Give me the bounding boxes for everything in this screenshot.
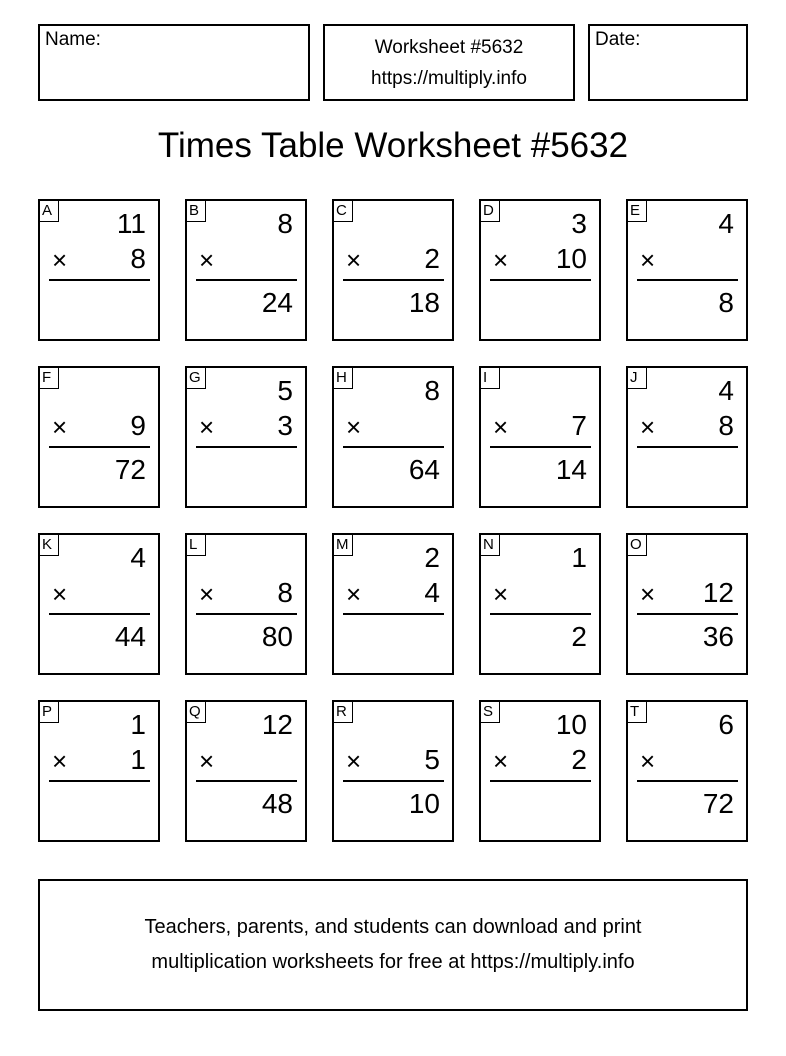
footer-text-line-2: multiplication worksheets for free at https://multiply.info bbox=[151, 951, 635, 973]
top-factor[interactable]: 2 bbox=[424, 542, 440, 573]
top-factor[interactable]: 12 bbox=[261, 709, 293, 740]
problem-letter-label: P bbox=[39, 701, 59, 723]
product-line bbox=[490, 613, 591, 615]
top-factor[interactable]: 3 bbox=[571, 208, 587, 239]
product-line bbox=[343, 446, 444, 448]
multiply-sign: × bbox=[493, 245, 509, 275]
problem-card[interactable] bbox=[38, 199, 160, 341]
bottom-factor[interactable]: 3 bbox=[277, 410, 293, 441]
problem-letter-label: G bbox=[186, 367, 206, 389]
problem-card[interactable] bbox=[479, 199, 601, 341]
multiply-sign: × bbox=[640, 245, 656, 275]
answer[interactable]: 48 bbox=[261, 788, 293, 819]
top-factor[interactable]: 1 bbox=[130, 709, 146, 740]
multiply-sign: × bbox=[52, 579, 68, 609]
multiply-sign: × bbox=[493, 579, 509, 609]
answer[interactable]: 80 bbox=[261, 621, 293, 652]
problem-letter-label: F bbox=[39, 367, 59, 389]
worksheet-info-box bbox=[323, 24, 575, 101]
footer-text-line-1: Teachers, parents, and students can download and print bbox=[144, 916, 642, 938]
top-factor[interactable]: 4 bbox=[130, 542, 146, 573]
multiply-sign: × bbox=[346, 412, 362, 442]
multiply-sign: × bbox=[640, 746, 656, 776]
product-line bbox=[49, 446, 150, 448]
product-line bbox=[343, 613, 444, 615]
problem-card[interactable] bbox=[185, 533, 307, 675]
problem-letter-label: D bbox=[480, 200, 500, 222]
multiply-sign: × bbox=[52, 412, 68, 442]
product-line bbox=[490, 780, 591, 782]
multiply-sign: × bbox=[199, 245, 215, 275]
problem-letter-label: T bbox=[627, 701, 647, 723]
problem-card[interactable] bbox=[332, 533, 454, 675]
worksheet-url: https://multiply.info bbox=[371, 68, 527, 89]
product-line bbox=[196, 279, 297, 281]
problem-letter-label: O bbox=[627, 534, 647, 556]
multiply-sign: × bbox=[346, 579, 362, 609]
problem-letter-label: B bbox=[186, 200, 206, 222]
problem-card[interactable] bbox=[479, 533, 601, 675]
multiply-sign: × bbox=[346, 746, 362, 776]
problem-letter-label: N bbox=[480, 534, 500, 556]
bottom-factor[interactable]: 8 bbox=[718, 410, 734, 441]
problem-card[interactable] bbox=[185, 199, 307, 341]
problem-card[interactable] bbox=[626, 533, 748, 675]
multiply-sign: × bbox=[199, 579, 215, 609]
top-factor[interactable]: 6 bbox=[718, 709, 734, 740]
worksheet-number: Worksheet #5632 bbox=[374, 37, 524, 58]
product-line bbox=[49, 780, 150, 782]
answer[interactable]: 36 bbox=[702, 621, 734, 652]
multiply-sign: × bbox=[52, 245, 68, 275]
problem-card[interactable] bbox=[38, 533, 160, 675]
date-label: Date: bbox=[595, 29, 641, 50]
product-line bbox=[490, 446, 591, 448]
problem-card[interactable] bbox=[479, 366, 601, 508]
bottom-factor[interactable]: 8 bbox=[130, 243, 146, 274]
product-line bbox=[196, 446, 297, 448]
bottom-factor[interactable]: 10 bbox=[555, 243, 587, 274]
product-line bbox=[637, 446, 738, 448]
bottom-factor[interactable]: 7 bbox=[571, 410, 587, 441]
top-factor[interactable]: 4 bbox=[718, 375, 734, 406]
multiply-sign: × bbox=[199, 412, 215, 442]
product-line bbox=[490, 279, 591, 281]
problem-card[interactable] bbox=[332, 199, 454, 341]
product-line bbox=[49, 613, 150, 615]
problem-letter-label: K bbox=[39, 534, 59, 556]
product-line bbox=[196, 613, 297, 615]
date-field-box[interactable] bbox=[588, 24, 748, 101]
bottom-factor[interactable]: 2 bbox=[571, 744, 587, 775]
problem-card[interactable] bbox=[626, 700, 748, 842]
answer[interactable]: 64 bbox=[408, 454, 440, 485]
name-label: Name: bbox=[45, 29, 101, 50]
top-factor[interactable]: 8 bbox=[277, 208, 293, 239]
bottom-factor[interactable]: 1 bbox=[130, 744, 146, 775]
problem-letter-label: H bbox=[333, 367, 353, 389]
top-factor[interactable]: 5 bbox=[277, 375, 293, 406]
problem-letter-label: L bbox=[186, 534, 206, 556]
product-line bbox=[343, 780, 444, 782]
bottom-factor[interactable]: 5 bbox=[424, 744, 440, 775]
top-factor[interactable]: 8 bbox=[424, 375, 440, 406]
problem-letter-label: R bbox=[333, 701, 353, 723]
product-line bbox=[637, 780, 738, 782]
answer[interactable]: 2 bbox=[571, 621, 587, 652]
multiply-sign: × bbox=[199, 746, 215, 776]
answer[interactable]: 72 bbox=[702, 788, 734, 819]
problem-card[interactable] bbox=[38, 700, 160, 842]
problem-letter-label: I bbox=[480, 367, 500, 389]
problem-letter-label: J bbox=[627, 367, 647, 389]
bottom-factor[interactable]: 8 bbox=[277, 577, 293, 608]
bottom-factor[interactable]: 2 bbox=[424, 243, 440, 274]
top-factor[interactable]: 11 bbox=[116, 208, 146, 239]
problem-card[interactable] bbox=[626, 366, 748, 508]
footer-box bbox=[38, 879, 748, 1011]
product-line bbox=[637, 279, 738, 281]
answer[interactable]: 10 bbox=[408, 788, 440, 819]
multiply-sign: × bbox=[493, 412, 509, 442]
answer[interactable]: 24 bbox=[261, 287, 293, 318]
bottom-factor[interactable]: 12 bbox=[702, 577, 734, 608]
multiply-sign: × bbox=[52, 746, 68, 776]
answer[interactable]: 14 bbox=[555, 454, 587, 485]
product-line bbox=[49, 279, 150, 281]
multiply-sign: × bbox=[640, 412, 656, 442]
problem-card[interactable] bbox=[38, 366, 160, 508]
bottom-factor[interactable]: 4 bbox=[424, 577, 440, 608]
top-factor[interactable]: 1 bbox=[571, 542, 587, 573]
product-line bbox=[343, 279, 444, 281]
page-title: Times Table Worksheet #5632 bbox=[157, 126, 629, 165]
problem-letter-label: S bbox=[480, 701, 500, 723]
multiply-sign: × bbox=[493, 746, 509, 776]
multiply-sign: × bbox=[640, 579, 656, 609]
answer[interactable]: 72 bbox=[114, 454, 146, 485]
top-factor[interactable]: 10 bbox=[555, 709, 587, 740]
problem-letter-label: C bbox=[333, 200, 353, 222]
answer[interactable]: 18 bbox=[408, 287, 440, 318]
problem-letter-label: A bbox=[39, 200, 59, 222]
problem-letter-label: E bbox=[627, 200, 647, 222]
top-factor[interactable]: 4 bbox=[718, 208, 734, 239]
answer[interactable]: 8 bbox=[718, 287, 734, 318]
problem-card[interactable] bbox=[332, 700, 454, 842]
problem-card[interactable] bbox=[479, 700, 601, 842]
bottom-factor[interactable]: 9 bbox=[130, 410, 146, 441]
product-line bbox=[637, 613, 738, 615]
name-field-box[interactable] bbox=[38, 24, 310, 101]
answer[interactable]: 44 bbox=[114, 621, 146, 652]
product-line bbox=[196, 780, 297, 782]
problem-letter-label: M bbox=[333, 534, 353, 556]
problem-card[interactable] bbox=[332, 366, 454, 508]
problem-letter-label: Q bbox=[186, 701, 206, 723]
problem-card[interactable] bbox=[185, 700, 307, 842]
problem-card[interactable] bbox=[626, 199, 748, 341]
problem-card[interactable] bbox=[185, 366, 307, 508]
multiply-sign: × bbox=[346, 245, 362, 275]
